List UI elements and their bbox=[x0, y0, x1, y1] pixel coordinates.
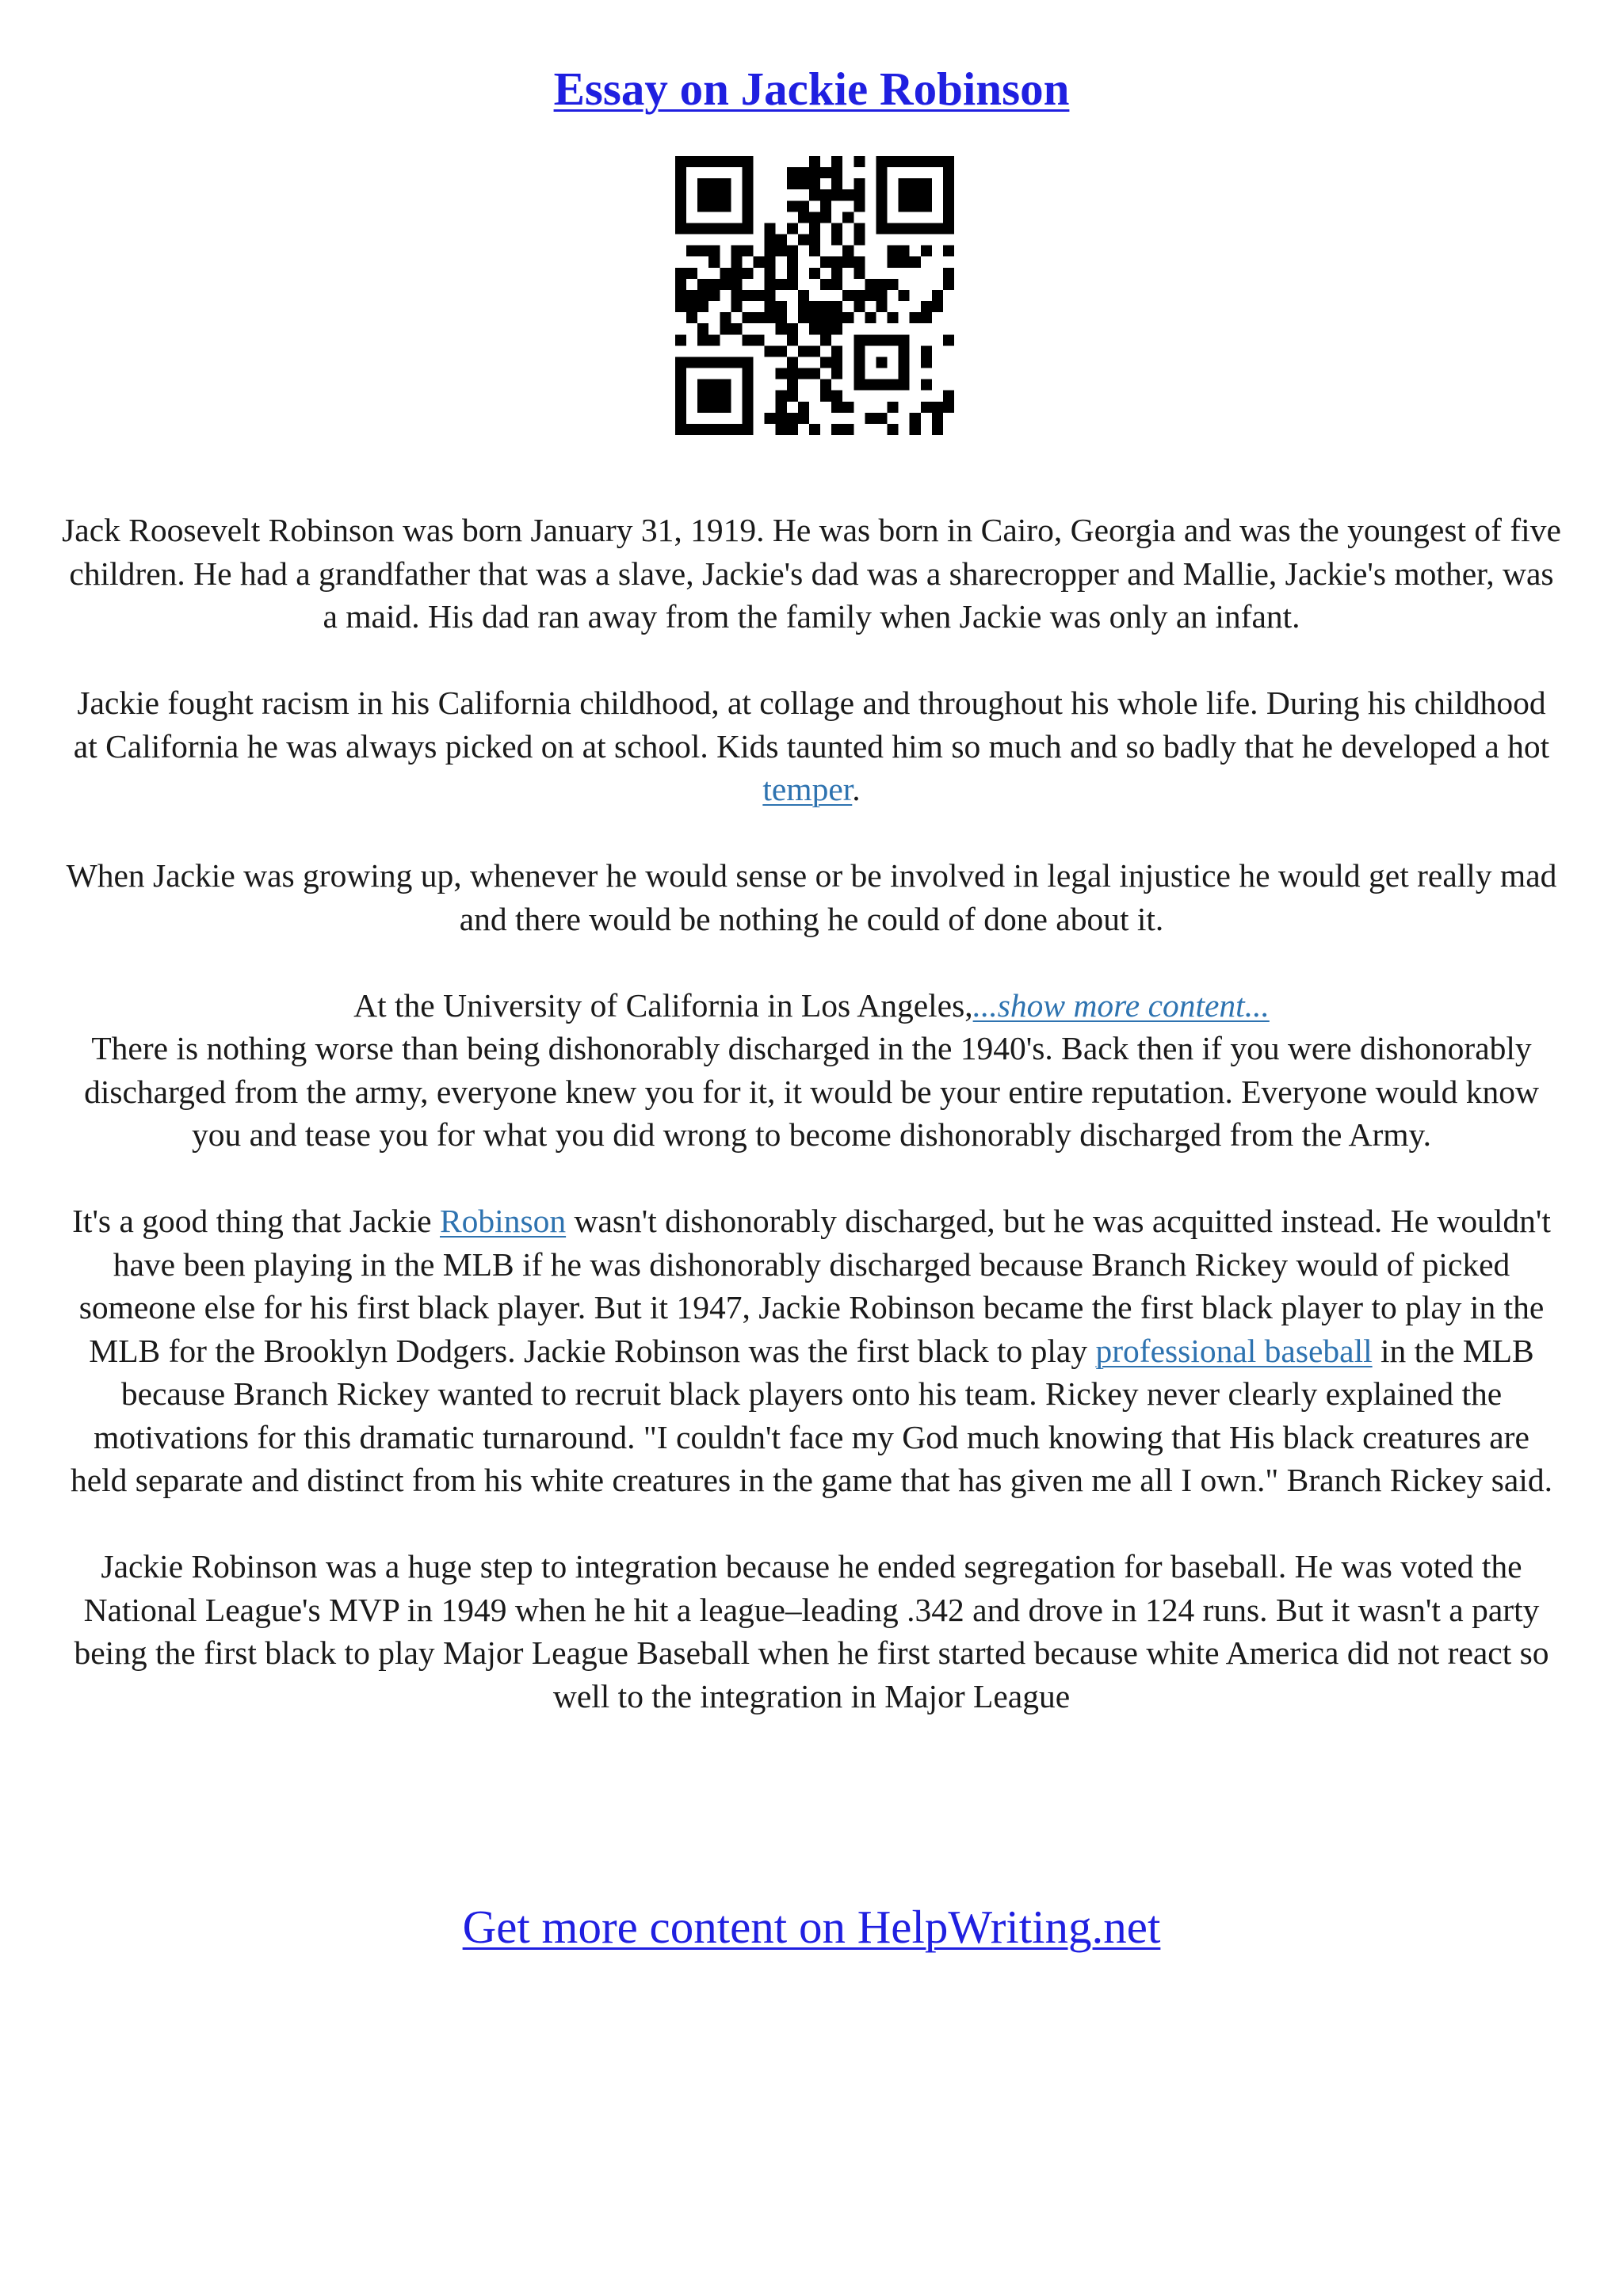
paragraph-3: When Jackie was growing up, whenever he would sense or be involved in legal injustice he would get really mad and there would be nothing he could of done about it. bbox=[66, 857, 1557, 937]
paragraph-6-text-a: It's a good thing that Jackie bbox=[72, 1203, 440, 1239]
professional-baseball-link[interactable]: professional baseball bbox=[1095, 1332, 1373, 1369]
qr-code-icon bbox=[675, 156, 954, 435]
paragraph-4-text: At the University of California in Los Angeles, bbox=[353, 986, 973, 1024]
paragraph-2-end: . bbox=[852, 771, 861, 807]
footer bbox=[0, 1895, 1623, 1958]
robinson-link[interactable]: Robinson bbox=[439, 1203, 567, 1239]
paragraph-1: Jack Roosevelt Robinson was born January 31, 1919. He was born in Cairo, Georgia and was the youngest of five children. He had a grandfather that was a slave, Jackie's dad was a sharecropper and Mallie, Jackie's mother, was a maid. His dad ran away from the family when Jackie was only an infant. bbox=[62, 512, 1561, 635]
page-title bbox=[0, 57, 1623, 120]
paragraph-6 bbox=[62, 1199, 1561, 1502]
paragraph-6-text-b: wasn't dishonorably discharged, but he was acquitted instead. He wouldn't have been playing in the MLB if he was dishonorably discharged because Branch Rickey would of picked someone else for his first black player. But it 1947, Jackie Robinson became the first black player to play in the MLB for the Brooklyn Dodgers. Jackie Robinson was the first black to play bbox=[78, 1203, 1551, 1369]
essay-body bbox=[62, 509, 1561, 1718]
temper-link[interactable]: temper bbox=[762, 771, 853, 807]
paragraph-6-text-c: in the MLB because Branch Rickey wanted to recruit black players onto his team. Rickey never clearly explained the motivations for this dramatic turnaround. "I couldn't face my God much knowing that His black creatures are held separate and distinct from his white creatures in the game that has given me all I own." Branch Rickey said. bbox=[70, 1332, 1553, 1498]
title-link[interactable]: Essay on Jackie Robinson bbox=[553, 63, 1070, 115]
paragraph-5: There is nothing worse than being dishonorably discharged in the 1940's. Back then if you were dishonorably discharged from the army, everyone knew you for it, it would be your entire reputation. Everyone would know you and tease you for what you did wrong to become dishonorably discharged from the Army. bbox=[84, 1030, 1539, 1153]
paragraph-4 bbox=[62, 984, 1561, 1028]
show-more-link[interactable]: ...show more content... bbox=[972, 986, 1270, 1024]
get-more-content-link[interactable]: Get more content on HelpWriting.net bbox=[462, 1901, 1161, 1953]
paragraph-2-text: Jackie fought racism in his California childhood, at collage and throughout his whole life. During his childhood at California he was always picked on at school. Kids taunted him so much and so badly that he developed a hot bbox=[73, 685, 1550, 765]
paragraph-2 bbox=[62, 681, 1561, 811]
paragraph-7: Jackie Robinson was a huge step to integration because he ended segregation for baseball. He was voted the National League's MVP in 1949 when he hit a league–leading .342 and drove in 124 runs. But it wasn't a party being the first black to play Major League Baseball when he first started because white America did not react so well to the integration in Major League bbox=[74, 1548, 1549, 1714]
